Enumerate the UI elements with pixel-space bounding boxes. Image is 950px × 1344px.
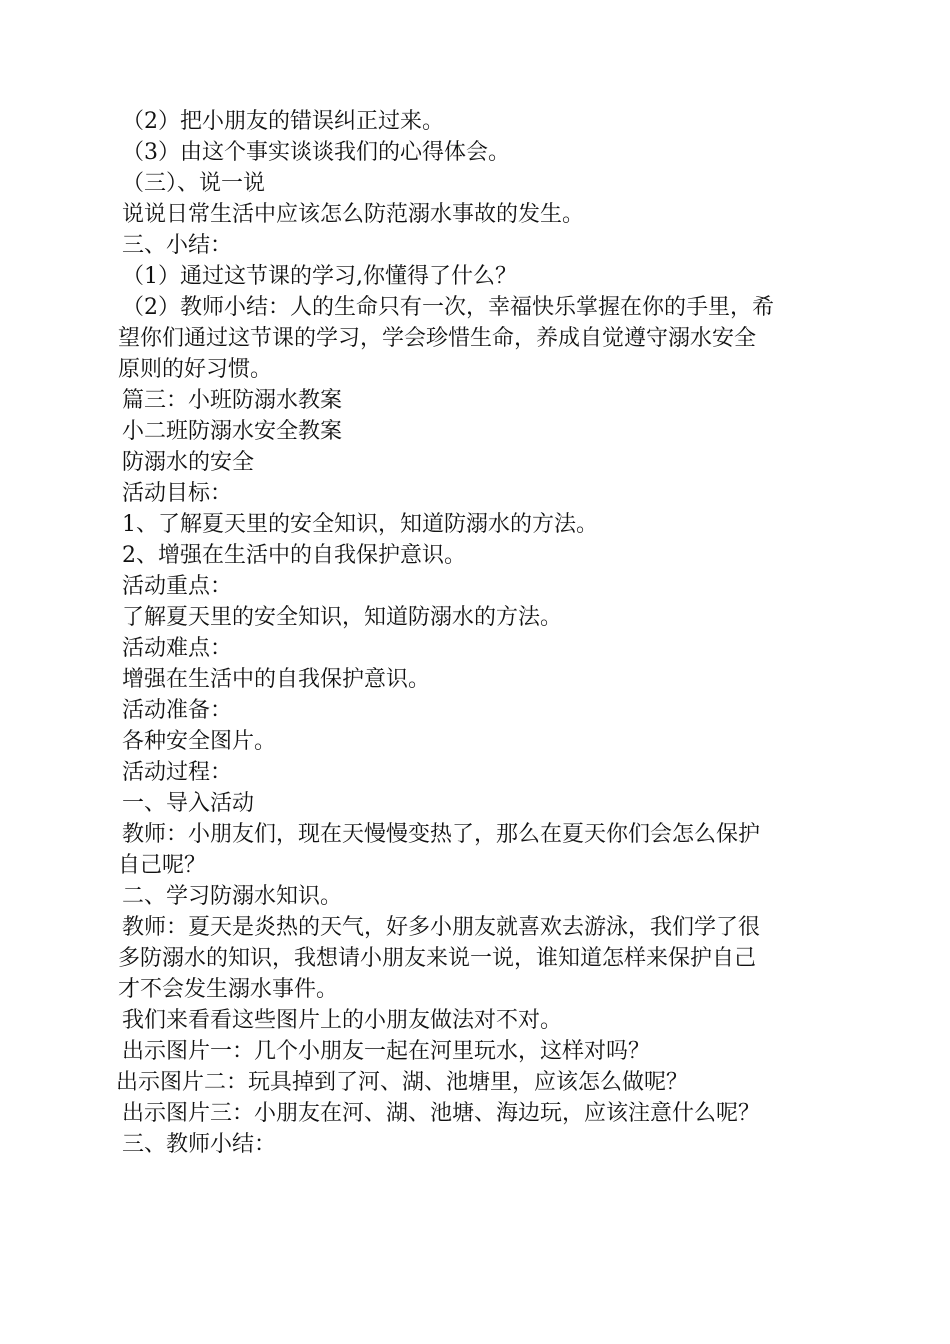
text-line: 增强在生活中的自我保护意识。 xyxy=(122,667,431,692)
text-line: 防溺水的安全 xyxy=(122,450,255,475)
text-line: 了解夏天里的安全知识，知道防溺水的方法。 xyxy=(122,605,563,630)
text-line: （2）教师小结：人的生命只有一次，幸福快乐掌握在你的手里，希 xyxy=(122,295,774,320)
text-line: 原则的好习惯。 xyxy=(118,357,273,382)
text-line: 各种安全图片。 xyxy=(122,729,277,754)
text-line: 2、增强在生活中的自我保护意识。 xyxy=(122,543,466,568)
text-line: 多防溺水的知识，我想请小朋友来说一说，谁知道怎样来保护自己 xyxy=(118,946,757,971)
text-line: 说说日常生活中应该怎么防范溺水事故的发生。 xyxy=(122,202,585,227)
text-line: 望你们通过这节课的学习，学会珍惜生命，养成自觉遵守溺水安全 xyxy=(118,326,757,351)
section-heading: 三、小结： xyxy=(122,233,233,258)
text-line: 活动难点： xyxy=(122,636,233,661)
text-line: 我们来看看这些图片上的小朋友做法对不对。 xyxy=(122,1008,563,1033)
text-line: 活动过程： xyxy=(122,760,233,785)
text-line: （3）由这个事实谈谈我们的心得体会。 xyxy=(122,140,510,165)
text-line: （三）、说一说 xyxy=(122,171,266,196)
text-line: 一、导入活动 xyxy=(122,791,255,816)
text-line: 出示图片一：几个小朋友一起在河里玩水，这样对吗？ xyxy=(122,1039,651,1064)
text-line: 活动目标： xyxy=(122,481,233,506)
text-line: 二、学习防溺水知识。 xyxy=(122,884,343,909)
text-line: （1）通过这节课的学习,你懂得了什么？ xyxy=(122,264,517,289)
text-line: 教师：小朋友们，现在天慢慢变热了，那么在夏天你们会怎么保护 xyxy=(122,822,761,847)
text-line: （2）把小朋友的错误纠正过来。 xyxy=(122,109,444,134)
text-line: 活动准备： xyxy=(122,698,233,723)
text-line: 活动重点： xyxy=(122,574,233,599)
section-heading: 三、教师小结： xyxy=(122,1132,277,1157)
text-line: 才不会发生溺水事件。 xyxy=(118,977,339,1002)
text-line: 小二班防溺水安全教案 xyxy=(122,419,343,444)
text-line: 出示图片二：玩具掉到了河、湖、池塘里，应该怎么做呢？ xyxy=(116,1070,689,1095)
section-heading: 篇三：小班防溺水教案 xyxy=(122,388,343,413)
text-line: 教师：夏天是炎热的天气，好多小朋友就喜欢去游泳，我们学了很 xyxy=(122,915,761,940)
text-line: 出示图片三：小朋友在河、湖、池塘、海边玩，应该注意什么呢？ xyxy=(122,1101,761,1126)
document-body xyxy=(0,106,950,1160)
text-line: 自己呢？ xyxy=(118,853,207,878)
text-line: 1、了解夏天里的安全知识，知道防溺水的方法。 xyxy=(122,512,598,537)
